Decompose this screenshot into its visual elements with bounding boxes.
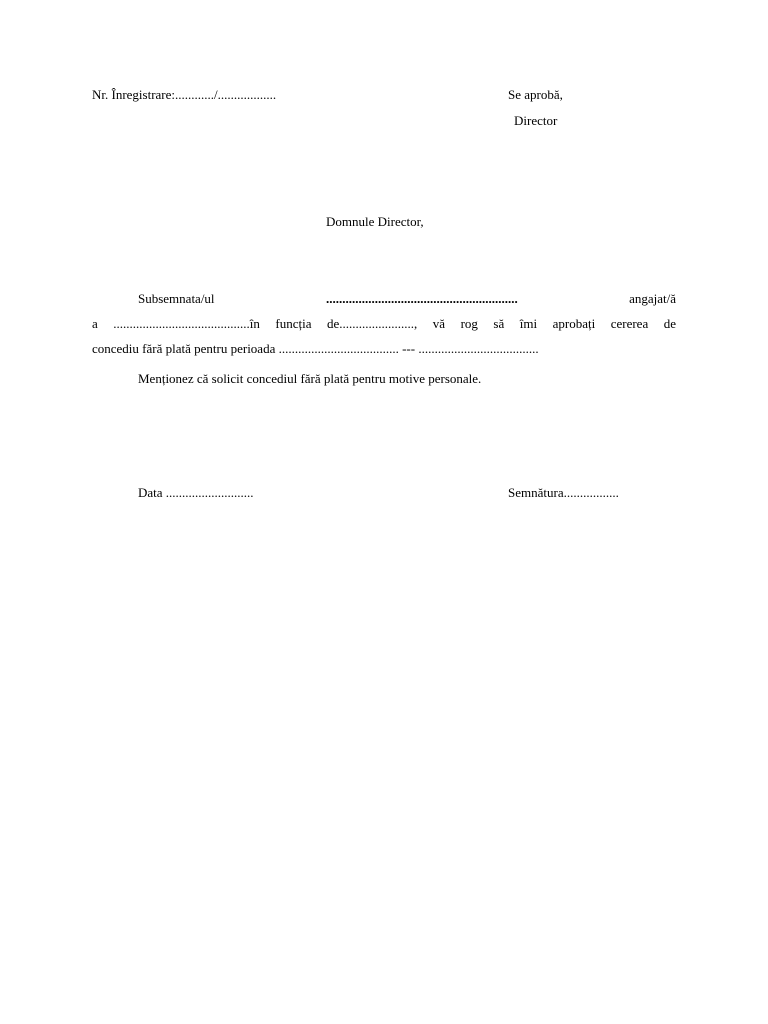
request-line-2: a ..........................................în funcția de......................., vă rog să îmi aprobați cererea de	[92, 316, 676, 331]
registration-number: Nr. Înregistrare:............/..................	[92, 87, 277, 102]
request-line-3: concediu fără plată pentru perioada ..................................... --- .....................................	[92, 341, 539, 356]
approver-title: Director	[514, 113, 558, 128]
date-field: Data ...........................	[138, 485, 254, 500]
name-blank: ...........................................................	[325, 291, 518, 306]
request-paragraph	[92, 286, 676, 361]
employee-label: angajat/ă	[629, 291, 676, 306]
salutation: Domnule Director,	[326, 214, 424, 229]
mention-text: Menționez că solicit concediul fără plată pentru motive personale.	[138, 371, 482, 386]
signature-field: Semnătura.................	[508, 485, 619, 500]
approval-text: Se aprobă,	[508, 87, 563, 102]
subsemnata-label: Subsemnata/ul	[138, 291, 215, 306]
request-line-1	[92, 286, 676, 311]
